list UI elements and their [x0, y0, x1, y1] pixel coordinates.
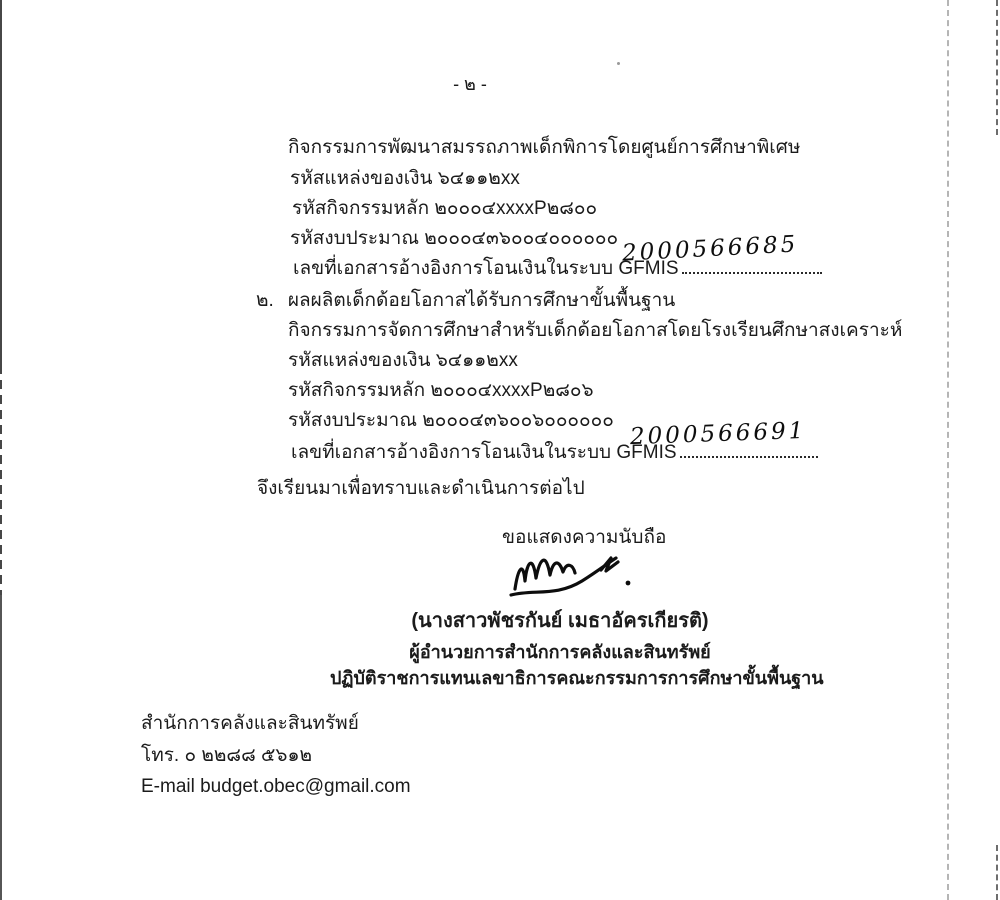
- item2-fund-source-line: รหัสแหล่งของเงิน ๖๔๑๑๒xx: [288, 350, 518, 371]
- item1-main-activity-code-line: รหัสกิจกรรมหลัก ๒๐๐๐๔xxxxP๒๘๐๐: [292, 198, 598, 219]
- signer-title-1: ผู้อำนวยการสำนักการคลังและสินทรัพย์: [409, 642, 711, 662]
- item2-gfmis-label: เลขที่เอกสารอ้างอิงการโอนเงินในระบบ GFMIS: [291, 442, 677, 463]
- scan-speck: [617, 62, 620, 65]
- item2-main-activity-code-line: รหัสกิจกรรมหลัก ๒๐๐๐๔xxxxP๒๘๐๖: [288, 380, 594, 401]
- item1-gfmis-ref-handwritten: 2000566685: [621, 231, 799, 267]
- page-number: - ๒ -: [453, 74, 487, 94]
- item2-title: ผลผลิตเด็กด้อยโอกาสได้รับการศึกษาขั้นพื้นฐาน: [287, 290, 676, 311]
- footer-office: สำนักการคลังและสินทรัพย์: [141, 713, 359, 734]
- signature-scribble: [508, 545, 638, 605]
- item2-budget-code-line: รหัสงบประมาณ ๒๐๐๐๔๓๖๐๐๖๐๐๐๐๐๐: [288, 410, 614, 431]
- closing-line: จึงเรียนมาเพื่อทราบและดำเนินการต่อไป: [257, 478, 585, 499]
- item1-gfmis-line: [293, 257, 822, 281]
- signer-name: (นางสาวพัชรกันย์ เมธาอัครเกียรติ): [411, 610, 709, 632]
- scan-edge-left-line: [0, 0, 2, 365]
- item1-gfmis-label: เลขที่เอกสารอ้างอิงการโอนเงินในระบบ GFMIS: [293, 258, 679, 279]
- footer-email: E-mail budget.obec@gmail.com: [141, 776, 411, 797]
- salutation: ขอแสดงความนับถือ: [502, 527, 667, 548]
- signer-title-2: ปฏิบัติราชการแทนเลขาธิการคณะกรรมการการศึกษาขั้นพื้นฐาน: [330, 668, 824, 688]
- item1-activity-line: กิจกรรมการพัฒนาสมรรถภาพเด็กพิการโดยศูนย์การศึกษาพิเศษ: [288, 137, 801, 158]
- item2-activity-line: กิจกรรมการจัดการศึกษาสำหรับเด็กด้อยโอกาสโดยโรงเรียนศึกษาสงเคราะห์: [288, 320, 903, 341]
- scan-edge-left-line: [0, 595, 2, 900]
- scan-dashed-line: [947, 0, 949, 900]
- footer-phone: โทร. ๐ ๒๒๘๘ ๕๖๑๒: [141, 745, 313, 766]
- item2-number: ๒.: [256, 290, 274, 311]
- scan-dashed-line: [996, 845, 998, 900]
- scan-dashed-line: [996, 0, 998, 135]
- item1-fund-source-line: รหัสแหล่งของเงิน ๖๔๑๑๒xx: [290, 168, 520, 189]
- item2-gfmis-ref-handwritten: 2000566691: [629, 417, 807, 451]
- item1-budget-code-line: รหัสงบประมาณ ๒๐๐๐๔๓๖๐๐๔๐๐๐๐๐๐: [290, 228, 619, 249]
- scan-edge-left-line: [0, 365, 2, 595]
- item2-title-row: [256, 289, 675, 313]
